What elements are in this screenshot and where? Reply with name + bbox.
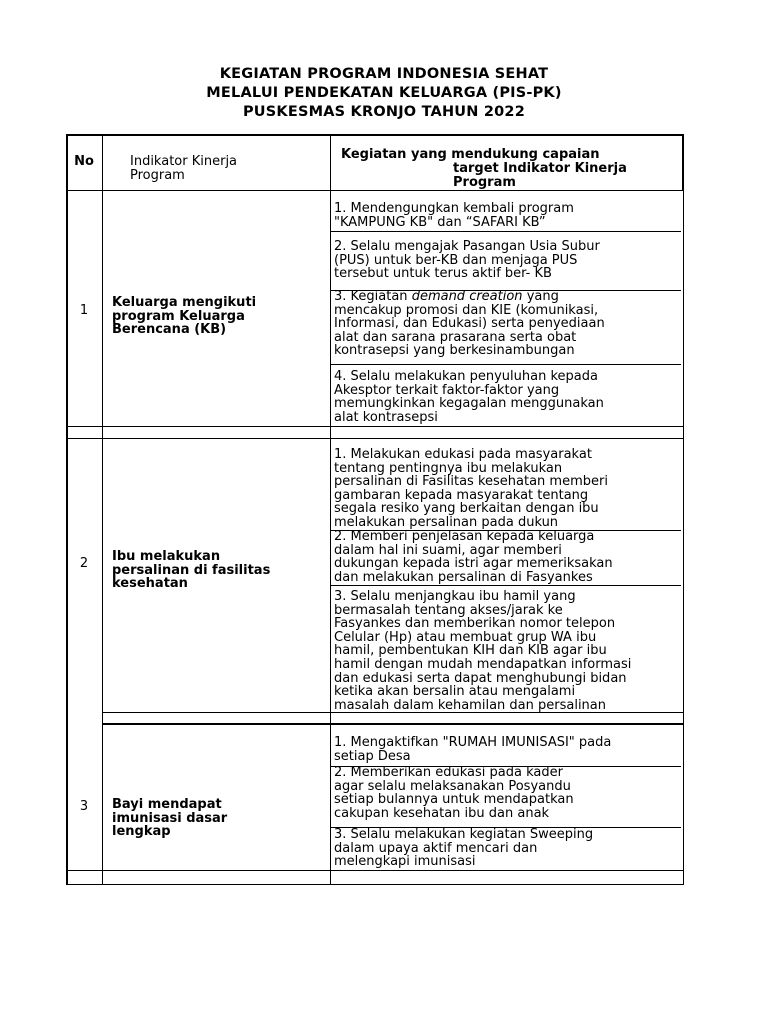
document-title-line-1: KEGIATAN PROGRAM INDONESIA SEHAT [219,66,549,82]
row2-activity-2: 2. Memberi penjelasan kepada keluarga dalam hal ini suami, agar memberi dukungan kepada istri agar memeriksakan dan melakukan persalinan di Fasyankes [334,529,613,585]
row2-activity-1: 1. Melakukan edukasi pada masyarakat tentang pentingnya ibu melakukan persalinan di Fasilitas kesehatan memberi gambaran kepada masyarakat tentang segala resiko yang berkaitan dengan ibu melakukan persalinan pada dukun [334,447,608,530]
row3-number: 3 [79,799,89,814]
row1-indicator: Keluarga mengikuti program Keluarga Berencana (KB) [112,295,257,338]
row1-end-line-a [66,426,683,427]
row1-sep-3 [330,364,681,365]
row3-activity-3: 3. Selalu melakukan kegiatan Sweeping dalam upaya aktif mencari dan melengkapi imunisasi [334,827,594,870]
row1-end-line-b [66,438,683,439]
col-sep-indikator [330,134,331,885]
row1-activity-3-italic: demand creation [411,289,523,304]
row2-activity-3: 3. Selalu menjangkau ibu hamil yang bermasalah tentang akses/jarak ke Fasyankes dan memberikan nomor telepon Celular (Hp) atau membuat grup WA ibu hamil, pembentukan KIH dan KIB agar ibu hamil dengan mudah mendapatkan informasi dan edukasi serta dapat menghubungi bidan ketika akan bersalin atau mengalami masalah dalam kehamilan dan persalinan [334,589,632,713]
row3-end-line [66,870,683,871]
row2-sep-2 [330,585,681,586]
header-bottom-border [66,190,683,191]
header-kegiatan-line-2: target Indikator Kinerja Program [453,161,627,190]
row1-sep-1 [330,231,681,232]
document-title-line-3: PUSKESMAS KRONJO TAHUN 2022 [242,104,526,120]
row1-activity-3 [334,290,680,358]
row3-activity-2: 2. Memberikan edukasi pada kader agar selalu melaksanakan Posyandu setiap bulannya untuk mendapatkan cakupan kesehatan ibu dan anak [334,765,574,821]
row3-indicator: Bayi mendapat imunisasi dasar lengkap [112,797,228,840]
row1-activity-1: 1. Mendengungkan kembali program "KAMPUNG KB" dan “SAFARI KB” [334,201,574,230]
row2-end-line-b [102,723,683,725]
row1-activity-3-prefix: 3. Kegiatan [334,289,412,304]
document-title-line-2: MELALUI PENDEKATAN KELUARGA (PIS-PK) [206,85,562,101]
table-bottom-border [66,884,683,885]
row3-activity-1: 1. Mengaktifkan "RUMAH IMUNISASI" pada setiap Desa [334,735,612,764]
header-kegiatan-line-1: Kegiatan yang mendukung capaian [341,147,600,162]
row1-number: 1 [79,303,89,318]
table-right-border [683,134,684,885]
row2-indicator: Ibu melakukan persalinan di fasilitas kesehatan [112,549,271,592]
row2-number: 2 [79,556,89,571]
header-no: No [74,154,94,169]
header-right-thick-border [682,134,684,190]
header-indikator: Indikator Kinerja Program [130,154,238,183]
table-left-border [66,134,68,885]
row1-activity-4: 4. Selalu melakukan penyuluhan kepada Akesptor terkait faktor-faktor yang memungkinkan kegagalan menggunakan alat kontrasepsi [334,369,604,425]
table-top-border [66,134,683,136]
row1-activity-2: 2. Selalu mengajak Pasangan Usia Subur (PUS) untuk ber-KB dan menjaga PUS tersebut untuk terus aktif ber- KB [334,239,600,282]
col-sep-no [102,134,103,885]
row1-activity-3-suffix: yang mencakup promosi dan KIE (komunikasi, Informasi, dan Edukasi) serta penyediaan alat dan sarana prasarana serta obat kontrasepsi yang berkesinambungan [334,289,605,359]
